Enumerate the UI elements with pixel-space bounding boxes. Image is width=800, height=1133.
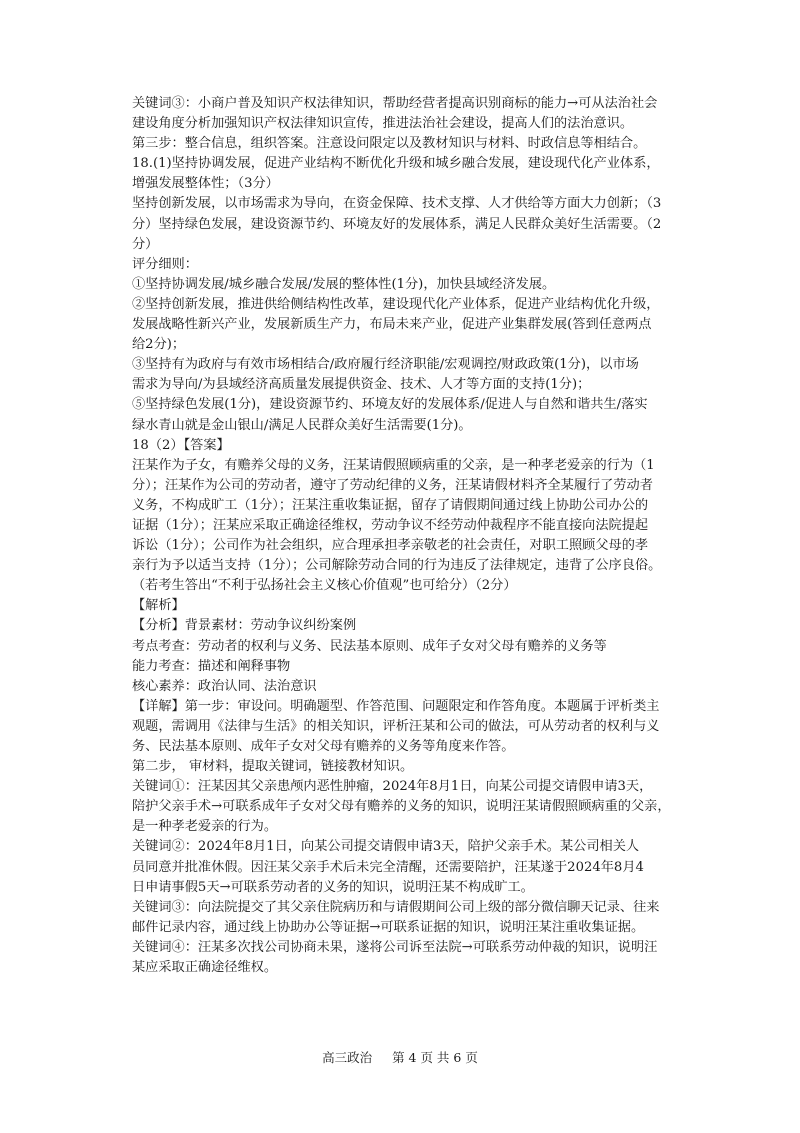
text-line: 发展战略性新兴产业，发展新质生产力，布局未来产业，促进产业集群发展(答到任意两点: [132, 317, 652, 333]
text-line: ①坚持协调发展/城乡融合发展/发展的整体性(1分)，加快县域经济发展。: [132, 276, 556, 292]
text-line: 义务，不构成旷工（1分）；汪某注重收集证据，留存了请假期间通过线上协助公司办公的: [132, 497, 649, 513]
text-line: 第二步， 审材料，提取关键词，链接教材知识。: [132, 759, 414, 775]
text-line: 是一种孝老爱亲的行为。: [132, 819, 278, 835]
text-line: 关键词④：汪某多次找公司协商未果，遂将公司诉至法院→可联系劳动仲裁的知识，说明汪: [132, 939, 658, 955]
text-line: 邮件记录内容，通过线上协助办公等证据→可联系证据的知识，说明汪某注重收集证据。: [132, 919, 645, 935]
text-line: 坚持创新发展，以市场需求为导向，在资金保障、技术支撑、人才供给等方面大力创新；（3: [132, 196, 662, 212]
page-footer: [0, 1049, 800, 1067]
footer-page-number: 第 4 页 共 6 页: [392, 1050, 478, 1065]
text-line: ⑤坚持绿色发展(1分)，建设资源节约、环境友好的发展体系/促进人与自然和谐共生/落实: [132, 397, 648, 413]
text-line: 【解析】: [132, 598, 185, 614]
text-line: 18.(1)坚持协调发展，促进产业结构不断优化升级和城乡融合发展，建设现代化产业体系，: [132, 156, 660, 172]
text-line: 分）坚持绿色发展，建设资源节约、环境友好的发展体系，满足人民群众美好生活需要。（2: [132, 216, 662, 232]
text-line: 评分细则：: [132, 256, 198, 272]
text-line: 【详解】第一步：审设问。明确题型、作答范围、问题限定和作答角度。本题属于评析类主: [132, 698, 660, 714]
text-line: 关键词①：汪某因其父亲患颅内恶性肿瘤，2024年8月1日，向某公司提交请假申请3天，: [132, 779, 653, 795]
text-line: 考点考查：劳动者的权利与义务、民法基本原则、成年子女对父母有赡养的义务等: [132, 638, 607, 654]
text-line: 建设角度分析加强知识产权法律知识宣传，推进法治社会建设，提高人们的法治意识。: [132, 116, 634, 132]
text-line: 分）；汪某作为公司的劳动者，遵守了劳动纪律的义务，汪某请假材料齐全某履行了劳动者: [132, 477, 653, 493]
text-line: 能力考查：描述和阐释事物: [132, 658, 291, 674]
text-line: 观题，需调用《法律与生活》的相关知识，评析汪某和公司的做法，可从劳动者的权利与义: [132, 718, 660, 734]
text-line: 诉讼（1分）；公司作为社会组织，应合理承担孝亲敬老的社会责任，对职工照顾父母的孝: [132, 538, 649, 554]
text-line: 务、民法基本原则、成年子女对父母有赡养的义务等角度来作答。: [132, 739, 515, 754]
text-line: ③坚持有为政府与有效市场相结合/政府履行经济职能/宏观调控/财政政策(1分)，以市场: [132, 357, 639, 373]
text-line: 增强发展整体性；（3分）: [132, 176, 279, 192]
text-line: 员同意并批准休假。因汪某父亲手术后未完全清醒，还需要陪护，汪某遂于2024年8月4: [132, 859, 644, 875]
text-line: 关键词③：向法院提交了其父亲住院病历和与请假期间公司上级的部分微信聊天记录、往来: [132, 899, 660, 915]
text-line: ②坚持创新发展，推进供给侧结构性改革，建设现代化产业体系，促进产业结构优化升级，: [132, 296, 660, 312]
text-line: （若考生答出“不利于弘扬社会主义核心价值观”也可给分）（2分）: [132, 578, 517, 594]
text-line: 【分析】背景素材：劳动争议纠纷案例: [132, 618, 357, 634]
text-line: 需求为导向/为县域经济高质量发展提供资金、技术、人才等方面的支持(1分)；: [132, 377, 591, 393]
text-line: 关键词②：2024年8月1日，向某公司提交请假申请3天，陪护父亲手术。某公司相关人: [132, 839, 640, 855]
text-line: 第三步：整合信息，组织答案。注意设问限定以及教材知识与材料、时政信息等相结合。: [132, 136, 647, 152]
text-line: 关键词③：小商户普及知识产权法律知识，帮助经营者提高识别商标的能力→可从法治社会: [132, 96, 658, 111]
text-line: 核心素养：政治认同、法治意识: [132, 678, 317, 694]
text-line: 某应采取正确途径维权。: [132, 960, 278, 976]
text-line: 日申请事假5天→可联系劳动者的义务的知识，说明汪某不构成旷工。: [132, 879, 534, 895]
text-line: 证据（1分）；汪某应采取正确途径维权，劳动争议不经劳动仲裁程序不能直接向法院提起: [132, 517, 649, 533]
text-line: 分）: [132, 236, 159, 252]
answer-content: [132, 94, 684, 978]
text-line: 18（2）【答案】: [132, 437, 230, 453]
text-line: 给2分)；: [132, 337, 186, 353]
text-line: 汪某作为子女，有赡养父母的义务，汪某请假照顾病重的父亲，是一种孝老爱亲的行为（1: [132, 457, 655, 473]
footer-subject: 高三政治: [322, 1050, 373, 1065]
text-line: 陪护父亲手术→可联系成年子女对父母有赡养的义务的知识，说明汪某请假照顾病重的父亲，: [132, 799, 671, 815]
text-line: 绿水青山就是金山银山/满足人民群众美好生活需要(1分)。: [132, 417, 472, 433]
text-line: 亲行为予以适当支持（1分）；公司解除劳动合同的行为违反了法律规定，违背了公序良俗。: [132, 558, 662, 574]
